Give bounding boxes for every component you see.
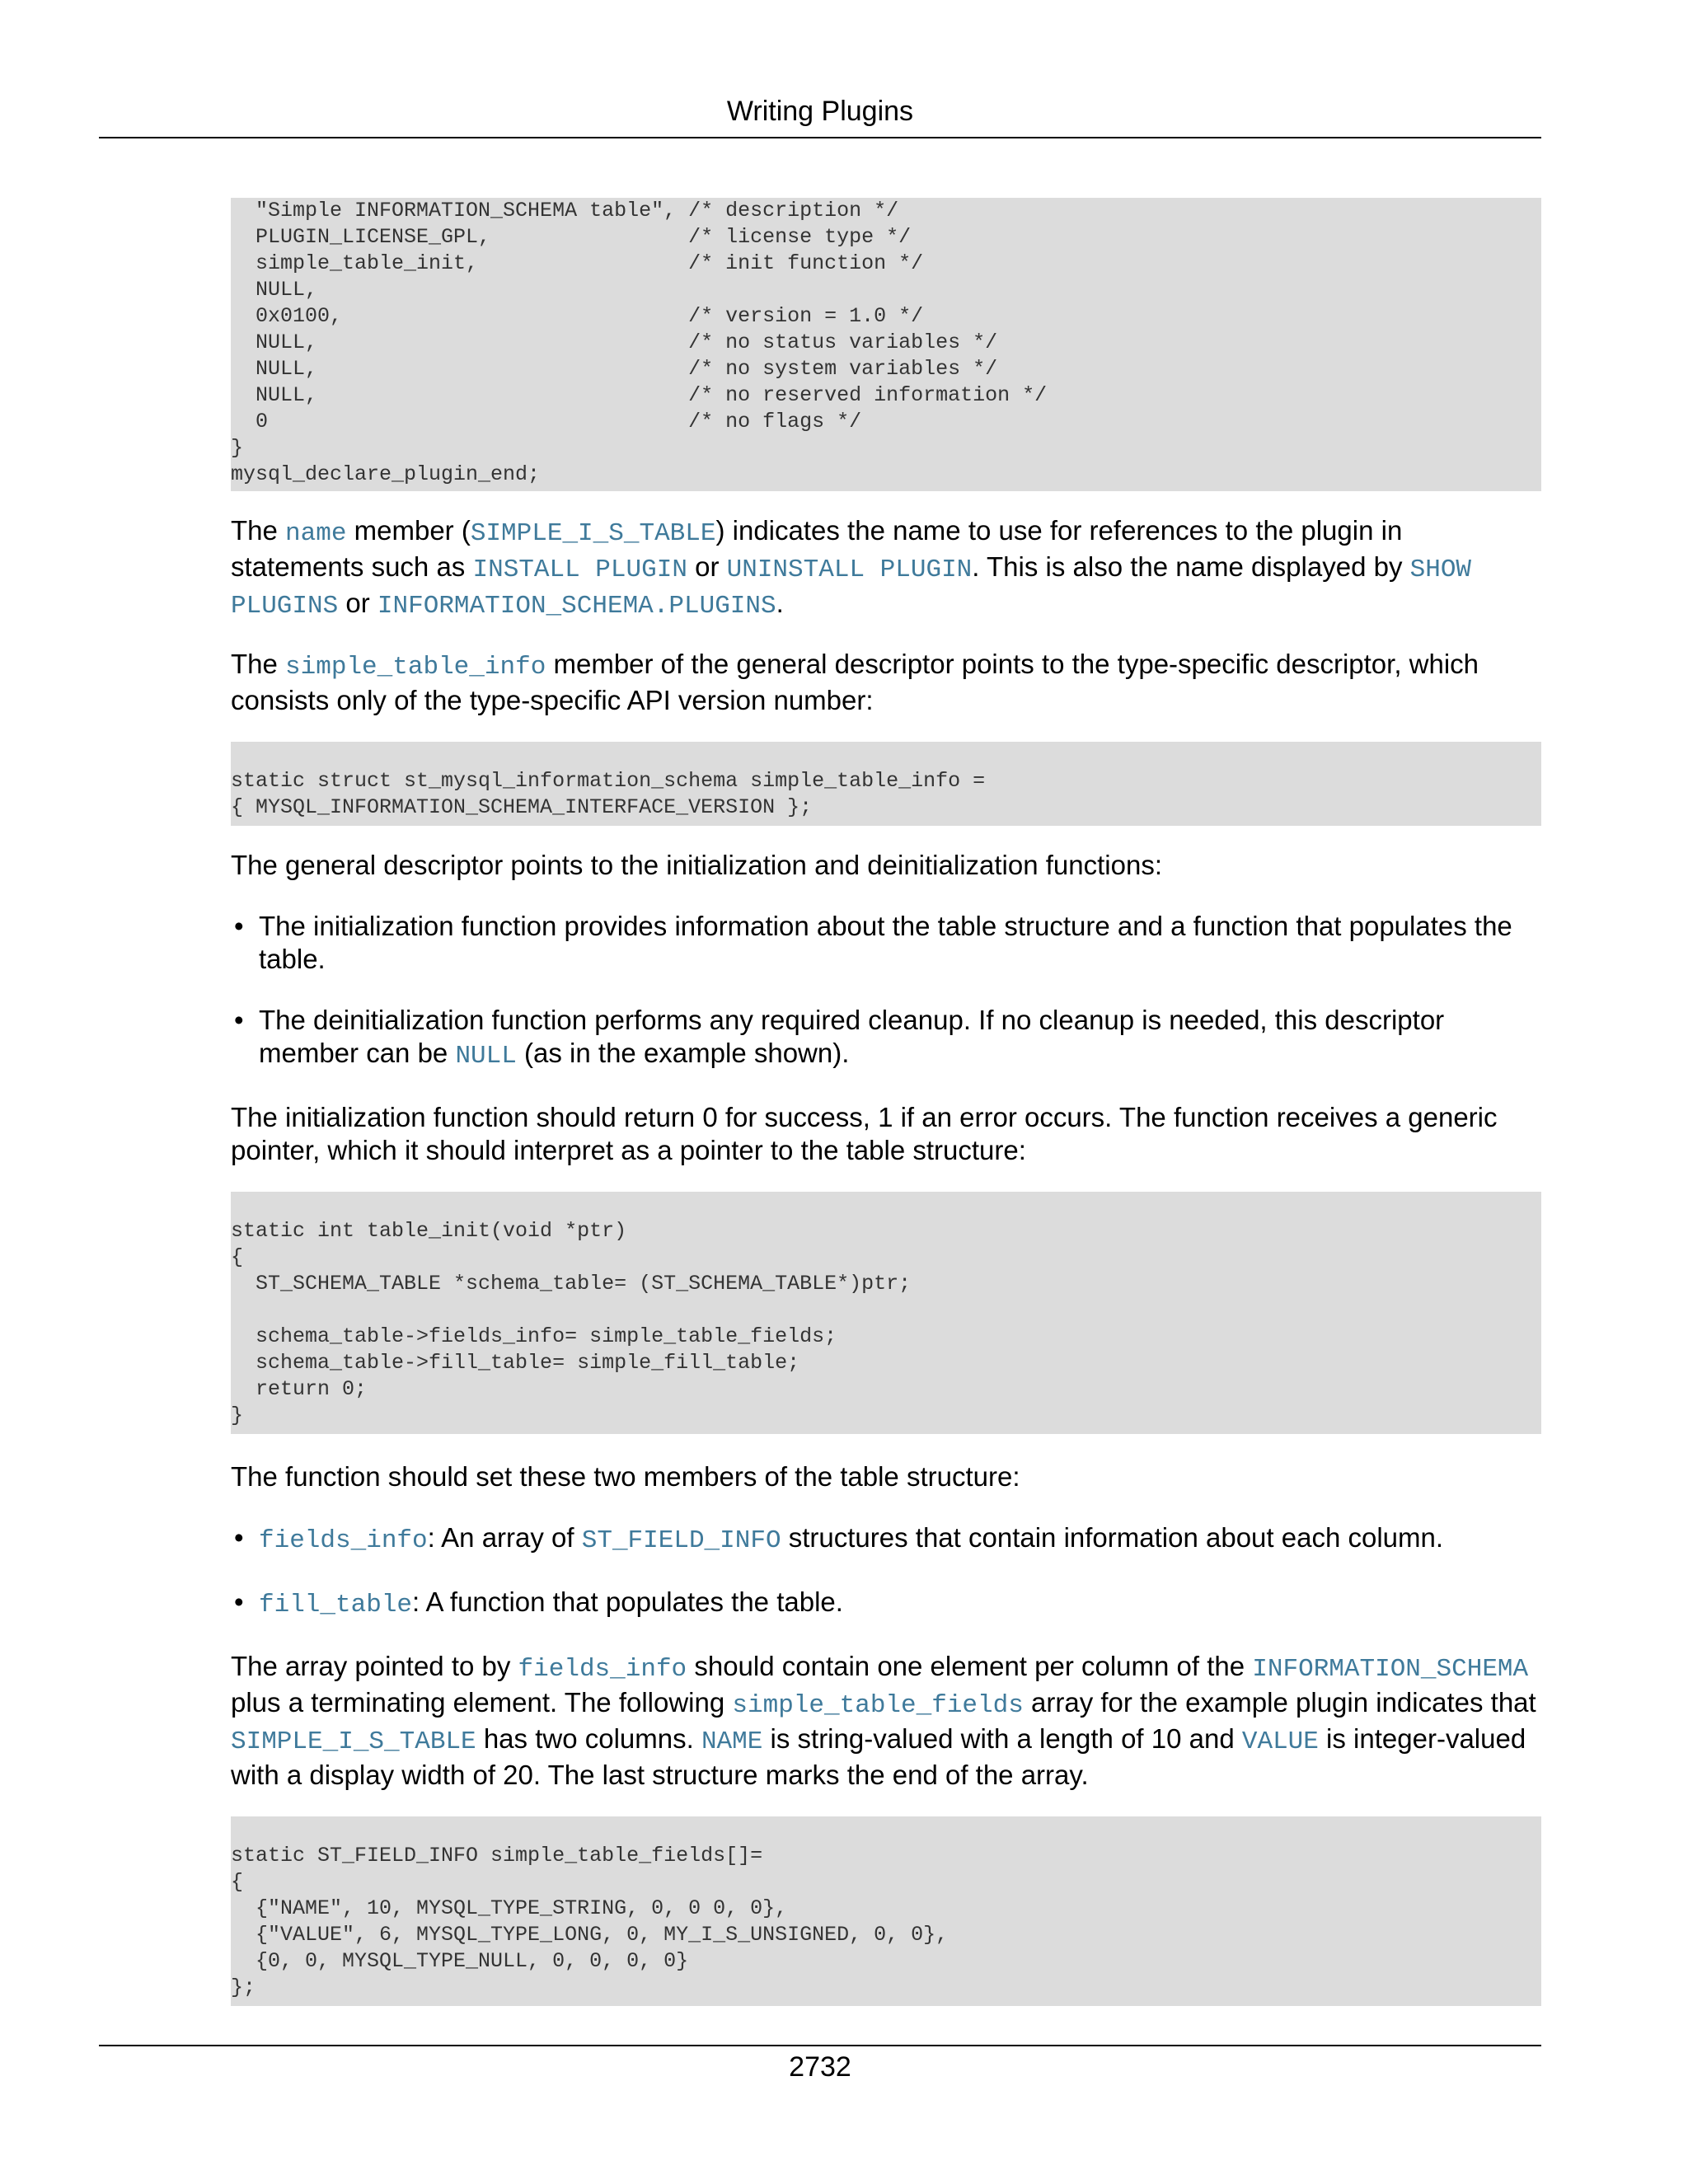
page-number: 2732 — [789, 2051, 851, 2083]
text: is integer-valued with a display width of 20. The last structure marks the end of the array. — [231, 1723, 1526, 1790]
code-name-column[interactable]: NAME — [701, 1727, 763, 1756]
list-item — [231, 1004, 1541, 1073]
text: The array pointed to by — [231, 1651, 518, 1681]
code-fill-table[interactable]: fill_table — [259, 1591, 413, 1619]
code-value-column[interactable]: VALUE — [1241, 1727, 1319, 1756]
code-uninstall-plugin[interactable]: UNINSTALL PLUGIN — [726, 555, 973, 584]
paragraph-init-function: The initialization function should return 0 for success, 1 if an error occurs. The function receives a generic pointer, which it should interpret as a pointer to the table structure: — [231, 1102, 1498, 1165]
bullet-icon: • — [234, 1005, 244, 1035]
text: . This is also the name displayed by — [972, 551, 1410, 582]
code-install-plugin[interactable]: INSTALL PLUGIN — [472, 555, 687, 584]
code-fields-info[interactable]: fields_info — [259, 1526, 428, 1555]
bullet-icon: • — [234, 1586, 244, 1617]
text: The deinitialization function performs any required cleanup. If no cleanup is needed, this descriptor member can be — [259, 1005, 1445, 1068]
paragraph-fields-array — [231, 1650, 1541, 1792]
text: or — [687, 551, 727, 582]
code-fields-info[interactable]: fields_info — [518, 1655, 687, 1684]
bullet-icon: • — [234, 911, 244, 941]
code-block-type-specific: static struct st_mysql_information_schema simple_table_info = { MYSQL_INFORMATION_SCHEMA_INTERFACE_VERSION }; — [231, 742, 1541, 826]
text: member ( — [346, 515, 471, 546]
text: The initialization function provides information about the table structure and a function that populates the table. — [259, 911, 1512, 974]
code-simple-i-s-table[interactable]: SIMPLE_I_S_TABLE — [470, 519, 716, 548]
footer-rule — [99, 2045, 1541, 2046]
code-st-field-info[interactable]: ST_FIELD_INFO — [581, 1526, 781, 1555]
text: should contain one element per column of the — [687, 1651, 1253, 1681]
code-block-descriptor-tail: "Simple INFORMATION_SCHEMA table", /* description */ PLUGIN_LICENSE_GPL, /* license type */ simple_table_init, /* init function */ NULL, 0x0100, /* version = 1.0 */ NULL, /* no status variables */ NULL, /* no system variables */ NULL, /* no reserved information */ 0 /* no flags */ } mysql_declare_plugin_end; — [231, 198, 1541, 491]
code-simple-table-fields[interactable]: simple_table_fields — [732, 1691, 1024, 1720]
text: member of the general descriptor points to the type-specific descriptor, which consists only of the type-specific API version number: — [231, 649, 1479, 715]
code-block-table-init: static int table_init(void *ptr) { ST_SCHEMA_TABLE *schema_table= (ST_SCHEMA_TABLE*)ptr; schema_table->fields_info= simple_table_fields; schema_table->fill_table= simple_fill_table; return 0; } — [231, 1192, 1541, 1434]
code-name[interactable]: name — [285, 519, 347, 548]
text: array for the example plugin indicates that — [1023, 1687, 1536, 1718]
text: structures that contain information about each column. — [781, 1522, 1444, 1553]
code-information-schema[interactable]: INFORMATION_SCHEMA — [1252, 1655, 1529, 1684]
text: (as in the example shown). — [516, 1038, 850, 1068]
text: . — [776, 588, 784, 618]
text: The — [231, 649, 286, 679]
list-item — [231, 910, 1541, 976]
paragraph-general-descriptor: The general descriptor points to the initialization and deinitialization functions: — [231, 850, 1163, 880]
text: or — [338, 588, 377, 618]
text: : An array of — [427, 1522, 582, 1553]
bullet-list-functions — [231, 910, 1541, 1073]
code-simple-table-info[interactable]: simple_table_info — [285, 653, 546, 682]
text: The — [231, 515, 286, 546]
text: plus a terminating element. The following — [231, 1687, 733, 1718]
bullet-icon: • — [234, 1522, 244, 1553]
code-null[interactable]: NULL — [455, 1042, 517, 1071]
paragraph-simple-table-info — [231, 648, 1541, 717]
page-header-title: Writing Plugins — [726, 96, 914, 127]
list-item — [231, 1521, 1541, 1558]
code-show-plugins[interactable]: SHOW PLUGINS — [231, 555, 1472, 621]
code-block-fields-array: static ST_FIELD_INFO simple_table_fields[]= { {"NAME", 10, MYSQL_TYPE_STRING, 0, 0 0, 0}, {"VALUE", 6, MYSQL_TYPE_LONG, 0, MY_I_S_UNSIGNED, 0, 0}, {0, 0, MYSQL_TYPE_NULL, 0, 0, 0, 0} }; — [231, 1816, 1541, 2006]
list-item — [231, 1586, 1541, 1622]
header-rule — [99, 137, 1541, 138]
bullet-list-members — [231, 1521, 1541, 1622]
page-content — [231, 198, 1541, 2006]
paragraph-name-member — [231, 514, 1541, 623]
text: : A function that populates the table. — [412, 1586, 843, 1617]
paragraph-two-members: The function should set these two members of the table structure: — [231, 1461, 1020, 1492]
text: ) indicates the name to use for references to the plugin in statements such as — [231, 515, 1403, 582]
text: has two columns. — [476, 1723, 701, 1754]
text: is string-valued with a length of 10 and — [762, 1723, 1242, 1754]
code-information-schema-plugins[interactable]: INFORMATION_SCHEMA.PLUGINS — [377, 592, 776, 621]
code-simple-i-s-table[interactable]: SIMPLE_I_S_TABLE — [231, 1727, 476, 1756]
